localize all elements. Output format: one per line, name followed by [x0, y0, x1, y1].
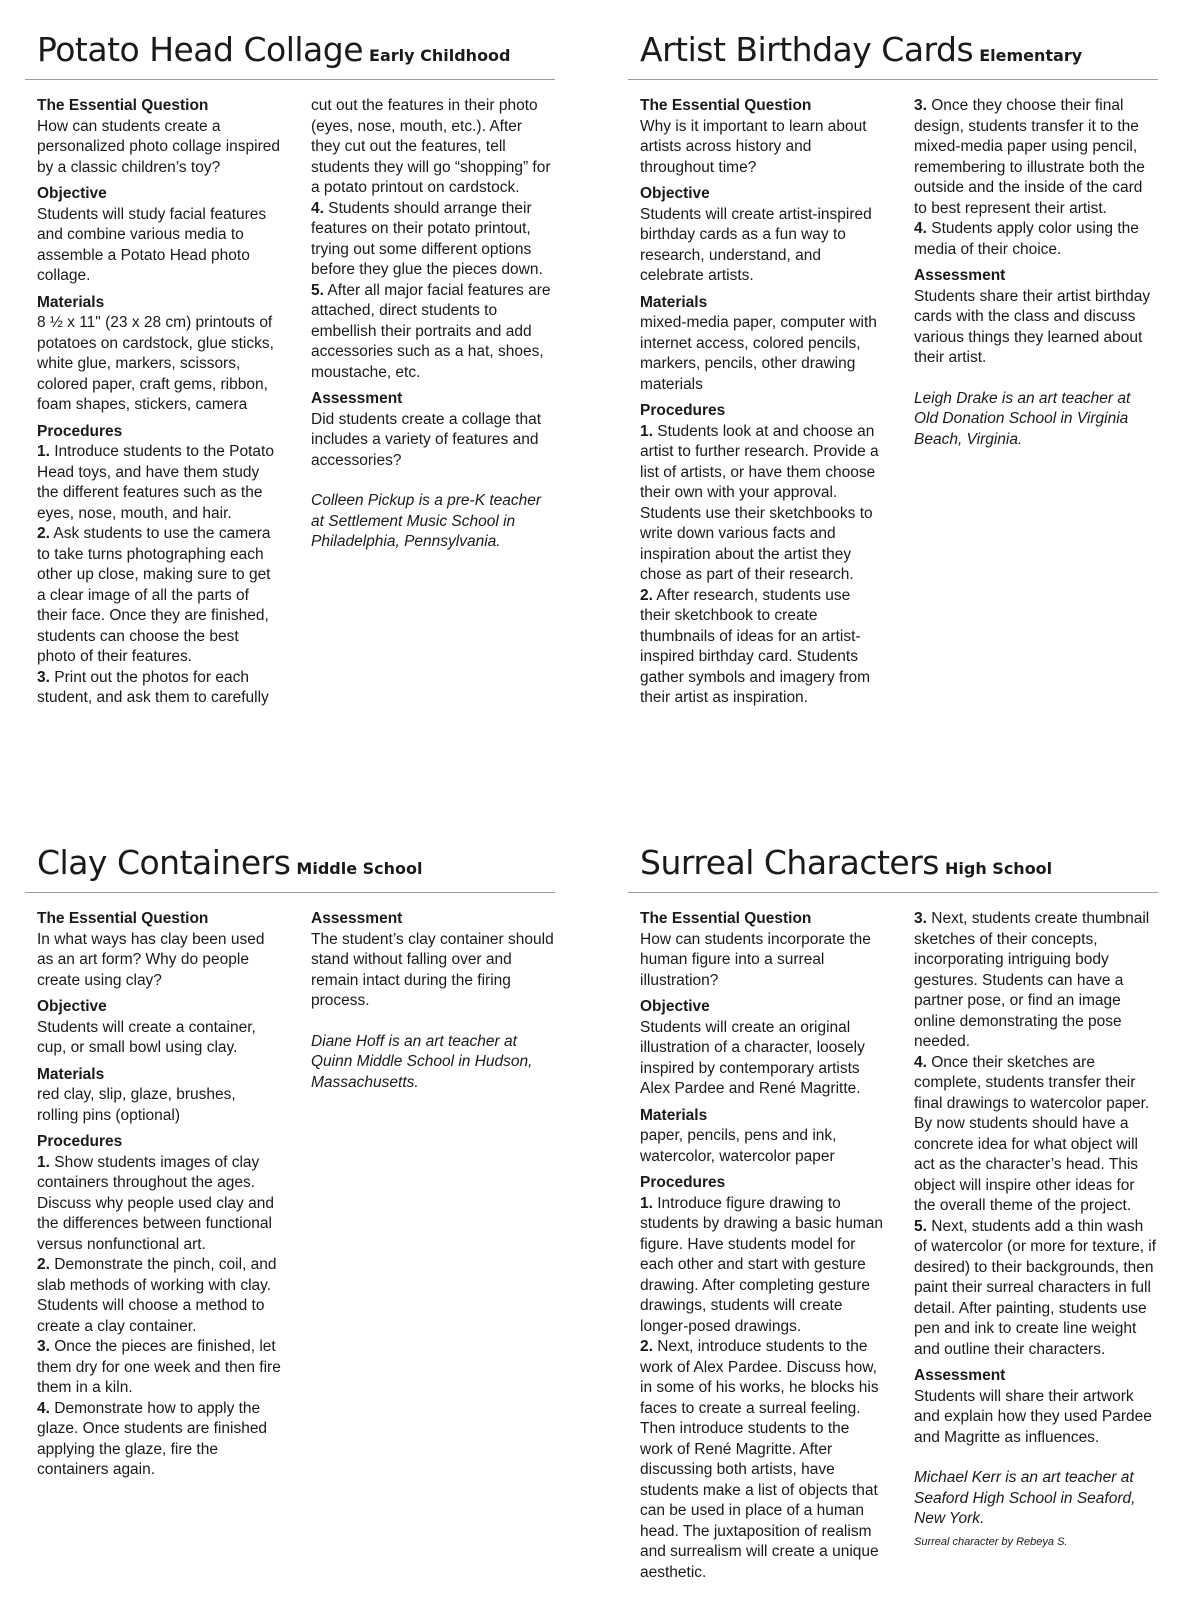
essential-question-heading: The Essential Question [640, 910, 812, 927]
objective-heading: Objective [640, 185, 710, 202]
assessment-heading: Assessment [311, 390, 403, 407]
column-right [914, 96, 1158, 709]
procedure-step [640, 422, 884, 586]
procedures-heading: Procedures [640, 402, 726, 419]
procedure-step [914, 1217, 1158, 1361]
step-number: 3. [37, 668, 50, 686]
procedure-step [311, 281, 555, 384]
grade-level: Early Childhood [369, 46, 511, 65]
column-left [640, 96, 884, 709]
procedure-step [640, 586, 884, 709]
procedure-step [914, 96, 1158, 219]
procedure-step [914, 1053, 1158, 1217]
step-number: 1. [640, 422, 653, 440]
essential-question-heading: The Essential Question [640, 97, 812, 114]
step-text: Once their sketches are complete, students transfer their final drawings to watercolor paper. By now students should have a concrete idea for what object will act as the character’s head. This object will inspire other ideas for the overall theme of the project. [914, 1053, 1150, 1214]
procedure-step [37, 442, 281, 524]
step-number: 3. [914, 97, 927, 114]
author-credit: Colleen Pickup is a pre-K teacher at Settlement Music School in Philadelphia, Pennsylvania. [311, 492, 542, 550]
step-number: 4. [311, 199, 324, 217]
assessment-text: Did students create a collage that includes a variety of features and accessories? [311, 410, 542, 469]
step-text: cut out the features in their photo (eyes, nose, mouth, etc.). After they cut out the features, tell students they will go “shopping” for a potato printout on cardstock. [311, 97, 551, 196]
procedure-step [37, 1255, 281, 1337]
step-text: Demonstrate how to apply the glaze. Once students are finished applying the glaze, fire the containers again. [37, 1399, 268, 1478]
procedures-heading: Procedures [37, 422, 123, 440]
step-text: Print out the photos for each student, and ask them to carefully [37, 668, 269, 706]
procedures-heading: Procedures [37, 1133, 123, 1150]
essential-question-text: How can students incorporate the human figure into a surreal illustration? [640, 930, 871, 989]
step-number: 4. [914, 220, 927, 237]
step-number: 3. [37, 1338, 50, 1355]
materials-text: mixed-media paper, computer with internet access, colored pencils, markers, pencils, other drawing materials [640, 314, 877, 393]
lesson-header [628, 843, 1158, 893]
author-credit: Diane Hoff is an art teacher at Quinn Middle School in Hudson, Massachusetts. [311, 1032, 533, 1091]
objective-text: Students will create a container, cup, or small bowl using clay. [37, 1018, 256, 1056]
procedures-heading: Procedures [640, 1174, 726, 1191]
procedure-step [37, 668, 281, 709]
step-text: After all major facial features are attached, direct students to embellish their portraits and add accessories such as a hat, shoes, moustache, etc. [311, 281, 551, 381]
materials-text: paper, pencils, pens and ink, watercolor, watercolor paper [640, 1127, 837, 1165]
step-number: 5. [914, 1217, 927, 1235]
procedure-step [640, 1194, 884, 1338]
lesson-title: Artist Birthday Cards [640, 30, 974, 69]
image-caption: Surreal character by Rebeya S. [914, 1535, 1068, 1548]
column-right [311, 96, 555, 709]
procedure-step [37, 1337, 281, 1399]
step-number: 1. [640, 1194, 653, 1212]
step-text: After research, students use their sketchbook to create thumbnails of ideas for an artist-inspired birthday card. Students gather symbols and imagery from their artist as inspiration. [640, 586, 871, 706]
procedure-step [37, 1153, 281, 1256]
column-left [640, 909, 884, 1583]
step-text: Once the pieces are finished, let them dry for one week and then fire them in a kiln. [37, 1338, 281, 1396]
assessment-heading: Assessment [914, 1367, 1006, 1384]
lesson-title: Potato Head Collage [37, 30, 364, 69]
lesson-header [25, 843, 555, 893]
procedure-step [37, 524, 281, 668]
objective-heading: Objective [640, 998, 710, 1015]
materials-heading: Materials [37, 1065, 105, 1083]
step-text: Next, students create thumbnail sketches of their concepts, incorporating intriguing body gestures. Students can have a partner pose, or find an image online demonstrating the pose needed. [914, 910, 1150, 1050]
step-number: 1. [37, 1153, 50, 1171]
step-number: 2. [37, 1256, 50, 1273]
lesson-title: Clay Containers [37, 843, 291, 882]
lesson-header [628, 30, 1158, 80]
grade-level: Middle School [296, 859, 423, 878]
assessment-text: Students share their artist birthday cards with the class and discuss various things they learned about their artist. [914, 287, 1151, 366]
author-credit: Michael Kerr is an art teacher at Seaford High School in Seaford, New York. [914, 1469, 1136, 1527]
procedure-step [37, 1399, 281, 1481]
essential-question-text: How can students create a personalized photo collage inspired by a classic children’s toy? [37, 117, 280, 176]
lesson-surreal-characters [628, 843, 1158, 1583]
step-text: Introduce students to the Potato Head toys, and have them study the different features such as the eyes, nose, mouth, and hair. [37, 443, 274, 522]
step-text: Demonstrate the pinch, coil, and slab methods of working with clay. Students will choose a method to create a clay container. [37, 1256, 277, 1335]
procedure-step [640, 1337, 884, 1583]
step-text: Students apply color using the media of their choice. [914, 220, 1139, 258]
assessment-heading: Assessment [914, 267, 1006, 284]
materials-heading: Materials [37, 293, 105, 311]
lesson-title: Surreal Characters [640, 843, 939, 882]
objective-heading: Objective [37, 998, 107, 1015]
column-right [914, 909, 1158, 1583]
materials-heading: Materials [640, 293, 708, 311]
step-number: 3. [914, 910, 927, 927]
step-text: Introduce figure drawing to students by drawing a basic human figure. Have students model for each other and start with gesture drawing. After completing gesture drawings, students will create longer-posed drawings. [640, 1194, 883, 1335]
assessment-text: Students will share their artwork and explain how they used Pardee and Magritte as influences. [914, 1387, 1152, 1446]
essential-question-heading: The Essential Question [37, 97, 209, 114]
column-left [37, 96, 281, 709]
assessment-text: The student’s clay container should stand without falling over and remain intact during the firing process. [311, 930, 554, 1009]
step-text: Students should arrange their features on their potato printout, trying out some different options before they glue the pieces down. [311, 199, 543, 278]
essential-question-text: In what ways has clay been used as an art form? Why do people create using clay? [37, 930, 265, 989]
column-left [37, 909, 281, 1481]
step-number: 4. [37, 1399, 50, 1417]
step-text: Ask students to use the camera to take turns photographing each other up close, making sure to get a clear image of all the parts of their face. Once they are finished, students can choose the best photo of their features. [37, 525, 271, 665]
step-number: 1. [37, 443, 50, 460]
step-number: 5. [311, 281, 324, 299]
lesson-potato-head-collage [25, 30, 555, 709]
step-number: 4. [914, 1053, 927, 1071]
procedure-step-continued [311, 96, 555, 199]
essential-question-text: Why is it important to learn about artists across history and throughout time? [640, 117, 867, 176]
lesson-artist-birthday-cards [628, 30, 1158, 709]
materials-text: 8 ½ x 11" (23 x 28 cm) printouts of potatoes on cardstock, glue sticks, white glue, markers, scissors, colored paper, craft gems, ribbon, foam shapes, stickers, camera [37, 314, 274, 413]
step-text: Once they choose their final design, students transfer it to the mixed-media paper using pencil, remembering to illustrate both the outside and the inside of the card to best represent their artist. [914, 97, 1145, 217]
step-text: Next, students add a thin wash of watercolor (or more for texture, if desired) to their backgrounds, then paint their surreal characters in full detail. After painting, students use pen and ink to create line weight and outline their characters. [914, 1217, 1157, 1358]
materials-heading: Materials [640, 1106, 708, 1124]
materials-text: red clay, slip, glaze, brushes, rolling pins (optional) [37, 1086, 236, 1124]
grade-level: Elementary [979, 46, 1083, 65]
procedure-step [914, 909, 1158, 1053]
step-number: 2. [37, 525, 50, 542]
lesson-clay-containers [25, 843, 555, 1481]
procedure-step [311, 199, 555, 281]
objective-text: Students will create an original illustration of a character, loosely inspired by contemporary artists Alex Pardee and René Magritte. [640, 1018, 865, 1097]
step-text: Next, introduce students to the work of Alex Pardee. Discuss how, in some of his works, he blocks his faces to create a surreal feeling. Then introduce students to the work of René Magritte. After discussing both artists, have students make a list of objects that can be used in place of a human head. The juxtaposition of realism and surrealism will create a unique aesthetic. [640, 1338, 879, 1581]
step-text: Students look at and choose an artist to further research. Provide a list of artists, or have them choose their own with your approval. Students use their sketchbooks to write down various facts and inspiration about the artist they chose as part of their research. [640, 422, 879, 583]
objective-heading: Objective [37, 185, 107, 202]
objective-text: Students will create artist-inspired birthday cards as a fun way to research, understand, and celebrate artists. [640, 205, 872, 284]
author-credit: Leigh Drake is an art teacher at Old Donation School in Virginia Beach, Virginia. [914, 389, 1131, 448]
step-number: 2. [640, 1338, 653, 1355]
essential-question-heading: The Essential Question [37, 910, 209, 927]
column-right [311, 909, 555, 1481]
lesson-header [25, 30, 555, 80]
objective-text: Students will study facial features and combine various media to assemble a Potato Head photo collage. [37, 205, 267, 284]
procedure-step [914, 219, 1158, 260]
step-number: 2. [640, 586, 653, 604]
grade-level: High School [945, 859, 1053, 878]
step-text: Show students images of clay containers throughout the ages. Discuss why people used clay and the differences between functional versus nonfunctional art. [37, 1153, 274, 1253]
assessment-heading: Assessment [311, 910, 403, 927]
